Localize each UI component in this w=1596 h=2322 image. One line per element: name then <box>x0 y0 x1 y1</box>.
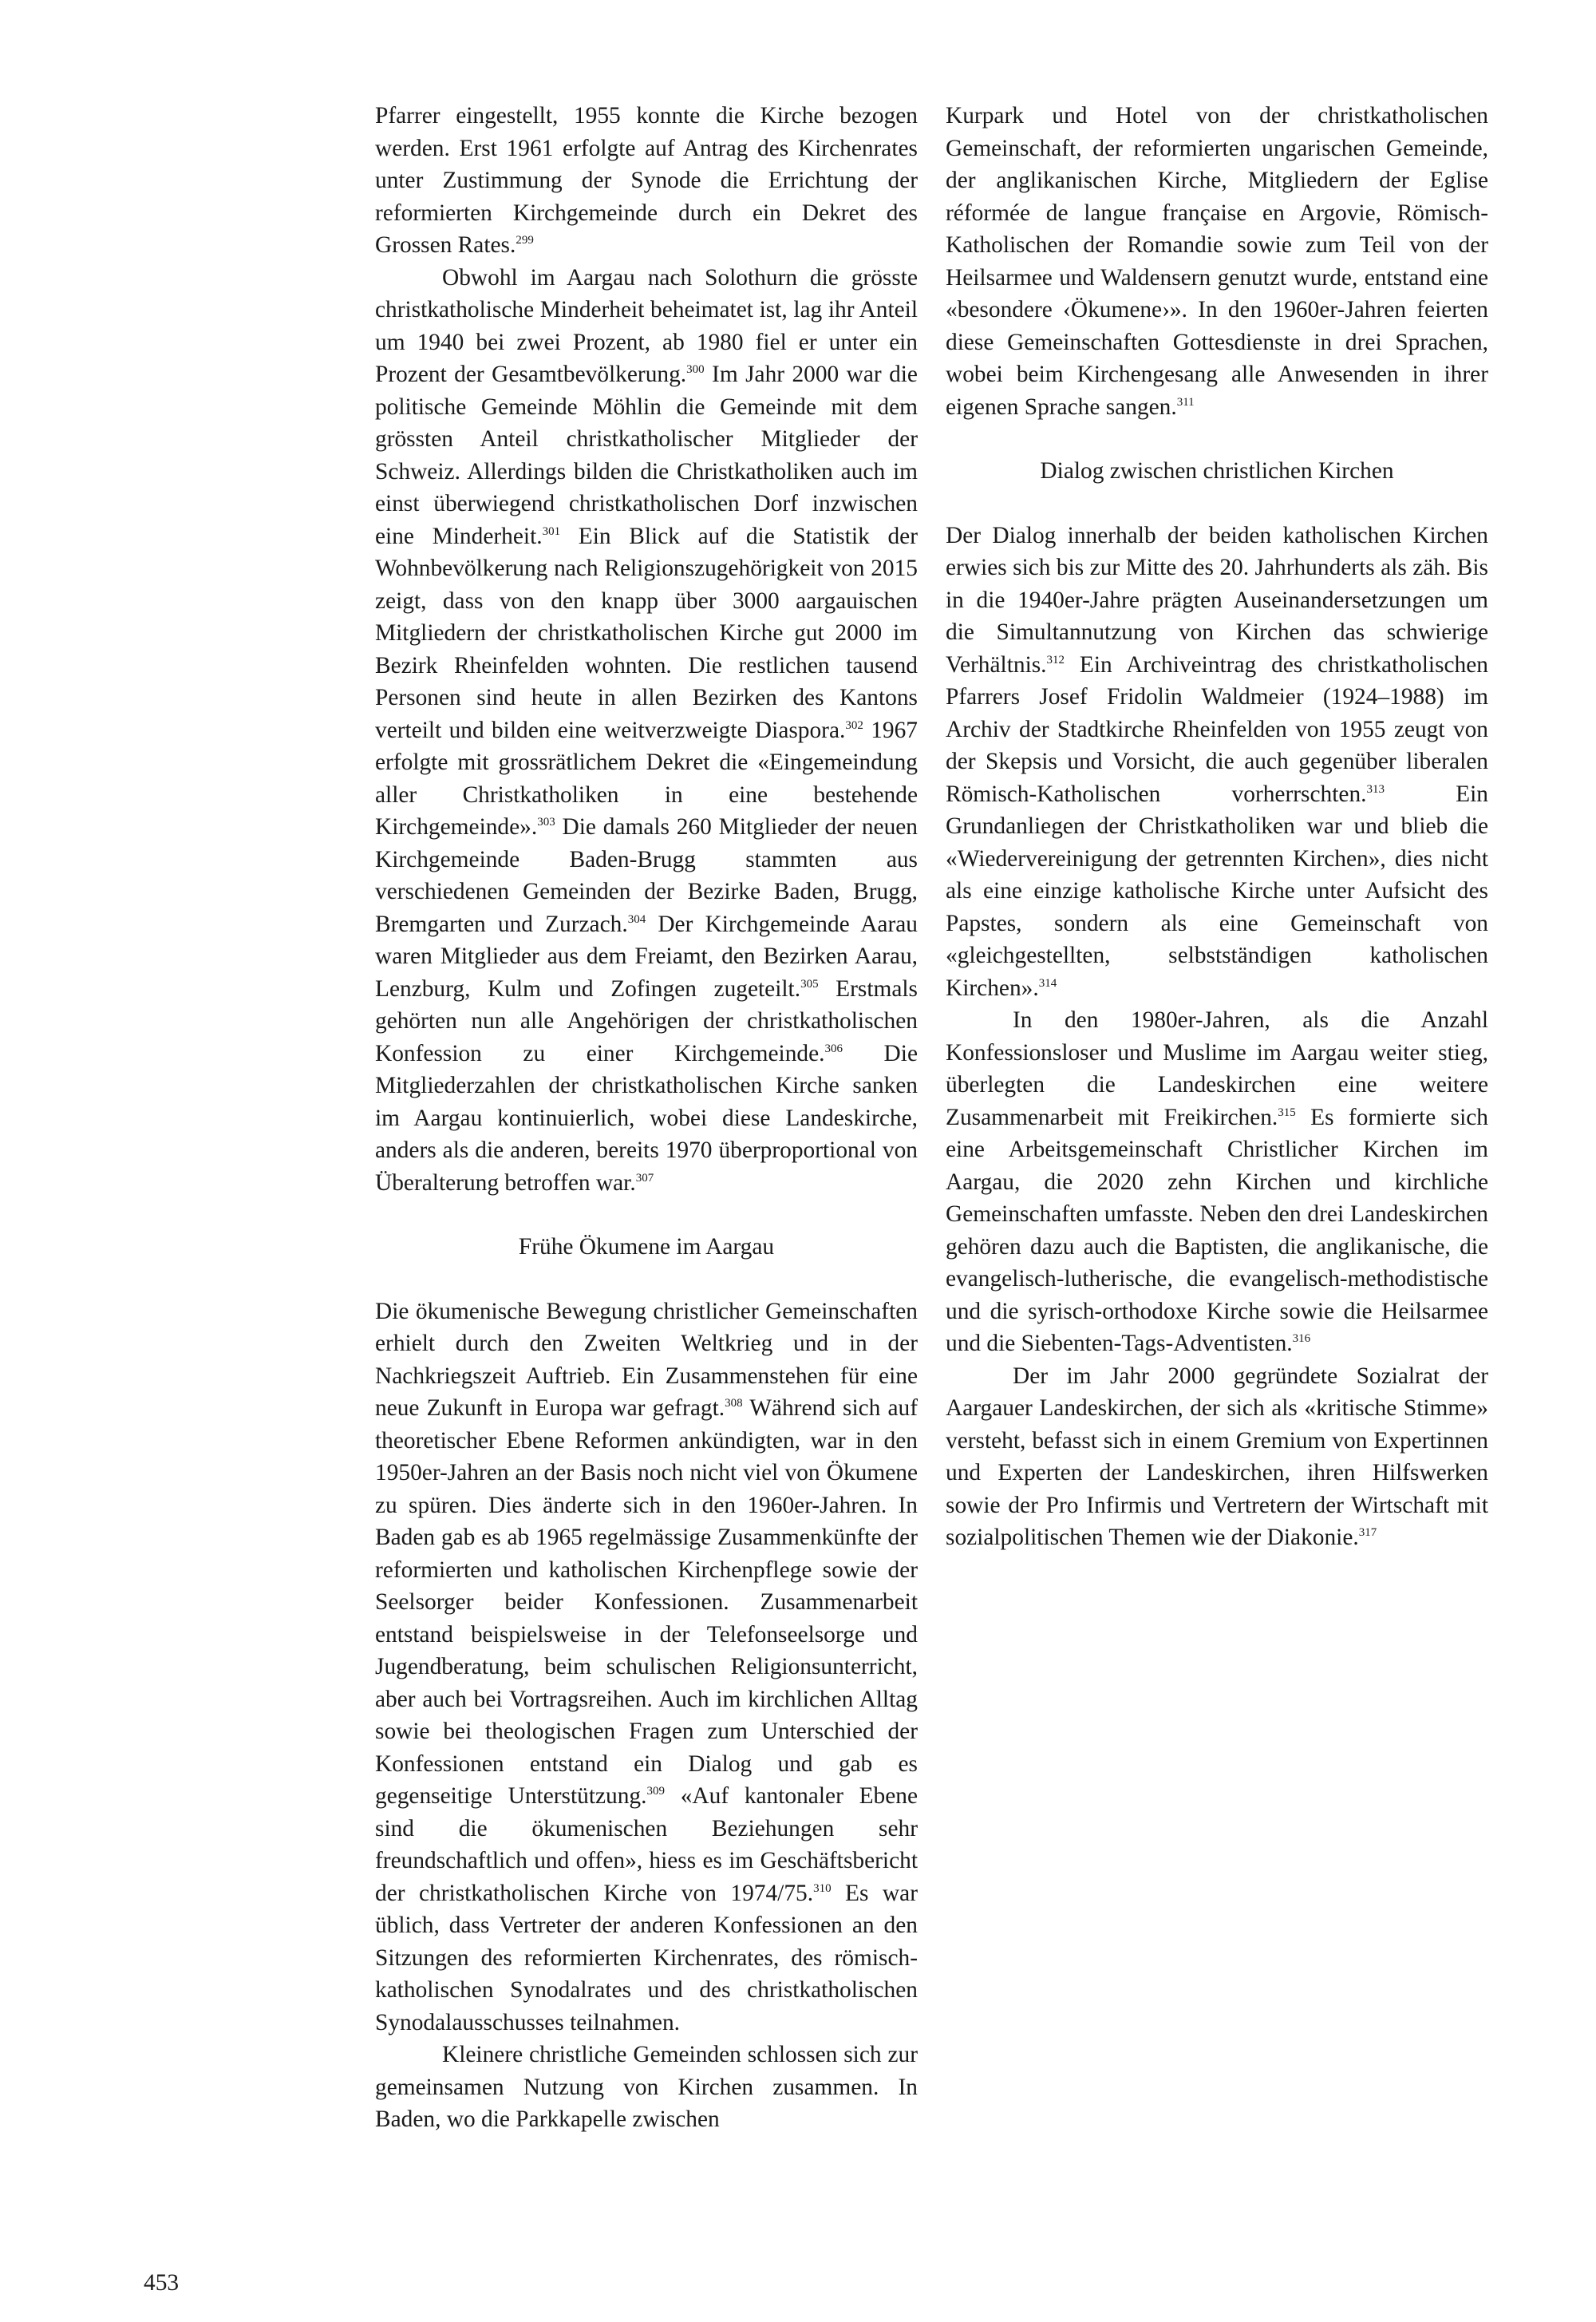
footnote-marker: 303 <box>537 816 555 829</box>
text-run: Die damals 260 Mitglieder der neuen Kirchgemeinde Baden-Brugg stammten aus verschiedenen Gemeinden der Bezirke Baden, Brugg, Bremgarten und Zurzach. <box>375 814 918 937</box>
text-run: Der im Jahr 2000 gegründete Sozialrat der Aargauer Landeskirchen, der sich als «kritische Stimme» versteht, befasst sich in einem Gremium von Expertinnen und Experten der Landeskirchen, ihren Hilfswerken sowie der Pro Infirmis und Vertretern der Wirtschaft mit sozialpolitischen Themen wie der Diakonie. <box>946 1363 1488 1550</box>
footnote-marker: 316 <box>1292 1332 1311 1345</box>
body-paragraph <box>946 520 1488 1005</box>
text-run: Kleinere christliche Gemeinden schlossen sich zur gemeinsamen Nutzung von Kirchen zusammen. In Baden, wo die Parkkapelle zwischen <box>375 2042 918 2132</box>
text-run: Der Dialog innerhalb der beiden katholischen Kirchen erwies sich bis zur Mitte des 20. Jahrhunderts als zäh. Bis in die 1940er-Jahre prägten Auseinandersetzungen um die Simultannutzung von Kirchen das schwierige Verhältnis. <box>946 522 1488 678</box>
left-text-column <box>375 100 918 2136</box>
text-run: Im Jahr 2000 war die politische Gemeinde Möhlin die Gemeinde mit dem grössten Anteil christkatholischer Mitglieder der Schweiz. Allerdings bilden die Christkatholiken auch im einst überwiegend christkatholischen Dorf inzwischen eine Minderheit. <box>375 362 918 549</box>
text-run: Die Mitgliederzahlen der christkatholischen Kirche sanken im Aargau kontinuierlich, wobei diese Landeskirche, anders als die anderen, bereits 1970 überproportional von Überalterung betroffen war. <box>375 1040 918 1196</box>
body-paragraph <box>375 2039 918 2136</box>
footnote-marker: 310 <box>813 1881 832 1895</box>
text-run: «Auf kantonaler Ebene sind die ökumenischen Beziehungen sehr freundschaftlich und offen», hiess es im Geschäftsbericht der christkatholischen Kirche von 1974/75. <box>375 1783 918 1906</box>
footnote-marker: 299 <box>516 234 534 247</box>
footnote-marker: 308 <box>725 1397 743 1410</box>
text-run: Pfarrer eingestellt, 1955 konnte die Kirche bezogen werden. Erst 1961 erfolgte auf Antrag des Kirchenrates unter Zustimmung der Synode die Errichtung der reformierten Kirchgemeinde durch ein Dekret des Grossen Rates. <box>375 103 918 258</box>
body-paragraph <box>375 1295 918 2039</box>
footnote-marker: 315 <box>1278 1106 1296 1119</box>
footnote-marker: 311 <box>1176 395 1195 409</box>
section-heading: Frühe Ökumene im Aargau <box>518 1234 775 1260</box>
text-run: Ein Blick auf die Statistik der Wohnbevölkerung nach Religionszugehörigkeit von 2015 zeigt, dass von den knapp über 3000 aargauischen Mitgliedern der christkatholischen Kirche gut 2000 im Bezirk Rheinfelden wohnten. Die restlichen tausend Personen sind heute in allen Bezirken des Kantons verteilt und bilden eine weitverzweigte Diaspora. <box>375 523 918 743</box>
text-run: Obwohl im Aargau nach Solothurn die grösste christkatholische Minderheit beheimatet ist, lag ihr Anteil um 1940 bei zwei Prozent, ab 1980 fiel er unter ein Prozent der Gesamtbevölkerung. <box>375 264 918 387</box>
text-run: Kurpark und Hotel von der christkatholischen Gemeinschaft, der reformierten ungarischen Gemeinde, der anglikanischen Kirche, Mitgliedern der Eglise réformée de langue française en Argovie, Römisch-Katholischen der Romandie sowie zum Teil von der Heilsarmee und Waldensern genutzt wurde, entstand eine «besondere ‹Ökumene›». In den 1960er-Jahren feierten diese Gemeinschaften Gottesdienste in drei Sprachen, wobei beim Kirchengesang alle Anwesenden in ihrer eigenen Sprache sangen. <box>946 103 1488 420</box>
text-run: Ein Grundanliegen der Christkatholiken war und blieb die «Wiedervereinigung der getrennten Kirchen», dies nicht als eine einzige katholische Kirche unter Aufsicht des Papstes, sondern als eine Gemeinschaft von «gleichgestellten, selbstständigen katholischen Kirchen». <box>946 781 1488 1001</box>
body-paragraph <box>946 1004 1488 1360</box>
text-run: Der Kirchgemeinde Aarau waren Mitglieder aus dem Freiamt, den Bezirken Aarau, Lenzburg, Kulm und Zofingen zugeteilt. <box>375 911 918 1002</box>
text-run: Die ökumenische Bewegung christlicher Gemeinschaften erhielt durch den Zweiten Weltkrieg und in der Nachkriegszeit Auftrieb. Ein Zusammenstehen für eine neue Zukunft in Europa war gefragt. <box>375 1298 918 1421</box>
text-run: In den 1980er-Jahren, als die Anzahl Konfessionsloser und Muslime im Aargau weiter stieg, überlegten die Landeskirchen eine weitere Zusammenarbeit mit Freikirchen. <box>946 1007 1488 1130</box>
footnote-marker: 300 <box>686 363 705 376</box>
footnote-marker: 301 <box>542 524 561 538</box>
footnote-marker: 305 <box>800 977 819 991</box>
body-paragraph <box>946 100 1488 423</box>
footnote-marker: 317 <box>1358 1526 1377 1539</box>
body-paragraph <box>946 1360 1488 1554</box>
footnote-marker: 306 <box>824 1042 843 1055</box>
text-run: Ein Archiveintrag des christkatholischen Pfarrers Josef Fridolin Waldmeier (1924–1988) im Archiv der Stadtkirche Rheinfelden von 1955 zeugt von der Skepsis und Vorsicht, die auch gegenüber liberalen Römisch-Katholischen vorherrschten. <box>946 651 1488 807</box>
section-heading: Dialog zwischen christlichen Kirchen <box>1040 458 1394 484</box>
footnote-marker: 312 <box>1046 653 1065 667</box>
body-paragraph <box>375 262 918 1200</box>
footnote-marker: 304 <box>627 912 646 926</box>
footnote-marker: 302 <box>845 718 863 732</box>
right-text-column <box>946 100 1488 1554</box>
text-run: Es formierte sich eine Arbeitsgemeinschaft Christlicher Kirchen im Aargau, die 2020 zehn Kirchen und kirchliche Gemeinschaften umfasste. Neben den drei Landeskirchen gehören dazu auch die Baptisten, die anglikanische, die evangelisch-lutherische, die evangelisch-methodistische und die syrisch-orthodoxe Kirche sowie die Heilsarmee und die Siebenten-Tags-Adventisten. <box>946 1104 1488 1356</box>
footnote-marker: 313 <box>1366 782 1385 796</box>
page-number: 453 <box>144 2270 180 2296</box>
text-run: Während sich auf theoretischer Ebene Reformen ankündigten, war in den 1950er-Jahren an der Basis noch nicht viel von Ökumene zu spüren. Dies änderte sich in den 1960er-Jahren. In Baden gab es ab 1965 regelmässige Zusammenkünfte der reformierten und katholischen Kirchenpflege sowie der Seelsorger beider Konfessionen. Zusammenarbeit entstand beispielsweise in der Telefonseelsorge und Jugendberatung, beim schulischen Religionsunterricht, aber auch bei Vortragsreihen. Auch im kirchlichen Alltag sowie bei theologischen Fragen zum Unterschied der Konfessionen entstand ein Dialog und gab es gegenseitige Unterstützung. <box>375 1395 918 1809</box>
body-paragraph <box>375 100 918 262</box>
text-run: 1967 erfolgte mit grossrätlichem Dekret die «Eingemeindung aller Christkatholiken in eine bestehende Kirchgemeinde». <box>375 717 918 840</box>
footnote-marker: 314 <box>1038 976 1057 990</box>
footnote-marker: 309 <box>646 1785 665 1798</box>
text-run: Es war üblich, dass Vertreter der anderen Konfessionen an den Sitzungen des reformierten Kirchenrates, des römisch-katholischen Synodalrates und des christkatholischen Synodalausschusses teilnahmen. <box>375 1880 918 2035</box>
text-run: Erstmals gehörten nun alle Angehörigen der christkatholischen Konfession zu einer Kirchgemeinde. <box>375 975 918 1066</box>
footnote-marker: 307 <box>635 1171 654 1185</box>
